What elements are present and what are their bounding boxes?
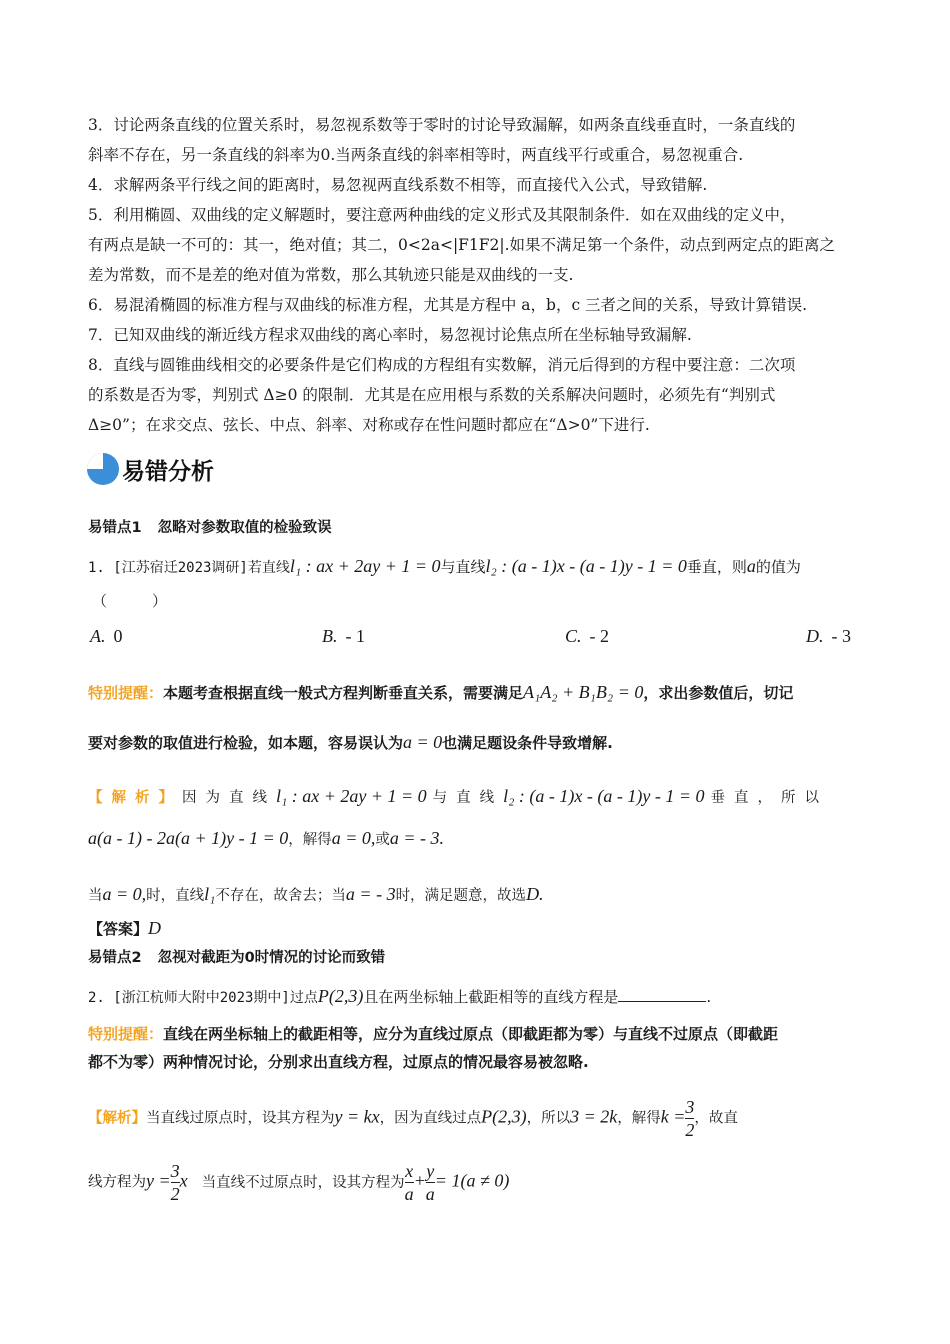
q1-line2-equation: l₂ : (a - 1)x - (a - 1)y - 1 = 0 [485, 556, 687, 576]
error-point-1-heading [88, 516, 332, 537]
tip-1-formula: A₁A₂ + B₁B₂ = 0 [523, 682, 644, 702]
solution-2-line-1: 【解析】当直线过原点时，设其方程为y = kx，因为直线过点P(2,3)，所以3 = 2k，解得k = $\frac{3}{2}$ ，故直 [88, 1097, 738, 1140]
q1-line1-equation: l₁ : ax + 2ay + 1 = 0 [289, 556, 441, 576]
q1-suffix: 垂直，则 [686, 558, 747, 576]
option-b[interactable]: B. - 1 [322, 626, 365, 646]
solution-1-line-1: 【解析】因为直线l₁ : ax + 2ay + 1 = 0 与直线l₂ : (a - 1)x - (a - 1)y - 1 = 0 垂直，所以 [88, 786, 829, 806]
q1-paren: （ ） [92, 592, 168, 610]
note-3-line-1: 3．讨论两条直线的位置关系时，易忽视系数等于零时的讨论导致漏解，如两条直线垂直时，一条直线的 [88, 116, 796, 134]
answer-1-label: 【答案】 [88, 920, 149, 938]
note-5-line-3: 差为常数，而不是差的绝对值为常数，那么其轨迹只能是双曲线的一支. [88, 266, 574, 284]
option-a[interactable]: A. 0 [90, 626, 123, 646]
solution-1-line-2: a(a - 1) - 2a(a + 1)y - 1 = 0，解得a = 0,或a = - 3. [88, 828, 445, 848]
error-point-2-heading [88, 946, 385, 967]
q1-prefix: 1. [江苏宿迁2023调研]若直线 [88, 560, 290, 576]
answer-1-value: D [148, 918, 162, 938]
q1-var: a [746, 556, 756, 576]
section-title: 易错分析 [122, 458, 214, 485]
solution-2-label: 【解析】 [88, 1110, 146, 1127]
section-heading [86, 452, 214, 486]
error-point-2-label: 易错点2 [88, 950, 142, 966]
question-1 [88, 556, 868, 577]
note-3-line-2: 斜率不存在，另一条直线的斜率为0.当两条直线的斜率相等时，两直线平行或重合，易忽视重合. [88, 146, 744, 164]
notes-block [88, 110, 878, 440]
note-8-line-1: 8．直线与圆锥曲线相交的必要条件是它们构成的方程组有实数解，消元后得到的方程中要注意：二次项 [88, 356, 796, 374]
tip-2-label: 特别提醒： [88, 1025, 164, 1043]
tip-2: 特别提醒：直线在两坐标轴上的截距相等，应分为直线过原点（即截距都为零）与直线不过原点（即截距 都不为零）两种情况讨论，分别求出直线方程，过原点的情况最容易被忽略. [88, 1025, 779, 1071]
tip-1-line-2: 要对参数的取值进行检验，如本题，容易误认为a = 0也满足题设条件导致增解. [88, 732, 613, 752]
note-4: 4．求解两条平行线之间的距离时，易忽视两直线系数不相等，而直接代入公式，导致错解. [88, 176, 708, 194]
note-7: 7．已知双曲线的渐近线方程求双曲线的离心率时，易忽视讨论焦点所在坐标轴导致漏解. [88, 326, 692, 344]
note-8-line-3: Δ≥0”；在求交点、弦长、中点、斜率、对称或存在性问题时都应在“Δ>0”下进行. [88, 416, 650, 434]
error-point-1-label: 易错点1 [88, 520, 142, 536]
error-point-1-title: 忽略对参数取值的检验致误 [157, 520, 332, 536]
solution-1-line-3: 当a = 0,时，直线l₁不存在，故舍去；当a = - 3时，满足题意，故选D. [88, 884, 544, 904]
q1-mid: 与直线 [440, 558, 486, 576]
note-5-line-1: 5．利用椭圆、双曲线的定义解题时，要注意两种曲线的定义形式及其限制条件．如在双曲线的定义中， [88, 206, 796, 224]
pie-chart-icon [86, 452, 120, 486]
note-8-line-2: 的系数是否为零，判别式 Δ≥0 的限制．尤其是在应用根与系数的关系解决问题时，必须先有“判别式 [88, 386, 776, 404]
tip-1-label: 特别提醒： [88, 684, 164, 702]
question-2: 2. [浙江杭师大附中2023期中]过点P(2,3)且在两坐标轴上截距相等的直线方程是 . [88, 986, 712, 1006]
answer-1 [88, 918, 161, 939]
q1-end: 的值为 [755, 558, 801, 576]
option-c[interactable]: C. - 2 [565, 626, 610, 646]
solution-1-label: 【解析】 [88, 790, 182, 806]
answer-blank[interactable] [618, 987, 706, 1002]
note-6: 6．易混淆椭圆的标准方程与双曲线的标准方程，尤其是方程中 a，b，c 三者之间的关系，导致计算错误. [88, 296, 807, 314]
tip-1-line-1: 特别提醒：本题考查根据直线一般式方程判断垂直关系，需要满足A₁A₂ + B₁B₂ = 0，求出参数值后，切记 [88, 682, 794, 702]
note-5-line-2: 有两点是缺一不可的：其一，绝对值；其二，0<2a<|F1F2|.如果不满足第一个条件，动点到两定点的距离之 [88, 236, 836, 254]
solution-2-line-2: 线方程为y = $\frac{3}{2}$ x 当直线不过原点时，设其方程为 $\frac{x}{a}$ + $\frac{y}{a}$ = 1(a ≠ 0) [88, 1161, 510, 1204]
option-d[interactable]: D. - 3 [806, 626, 851, 646]
error-point-2-title: 忽视对截距为0时情况的讨论而致错 [157, 950, 386, 966]
